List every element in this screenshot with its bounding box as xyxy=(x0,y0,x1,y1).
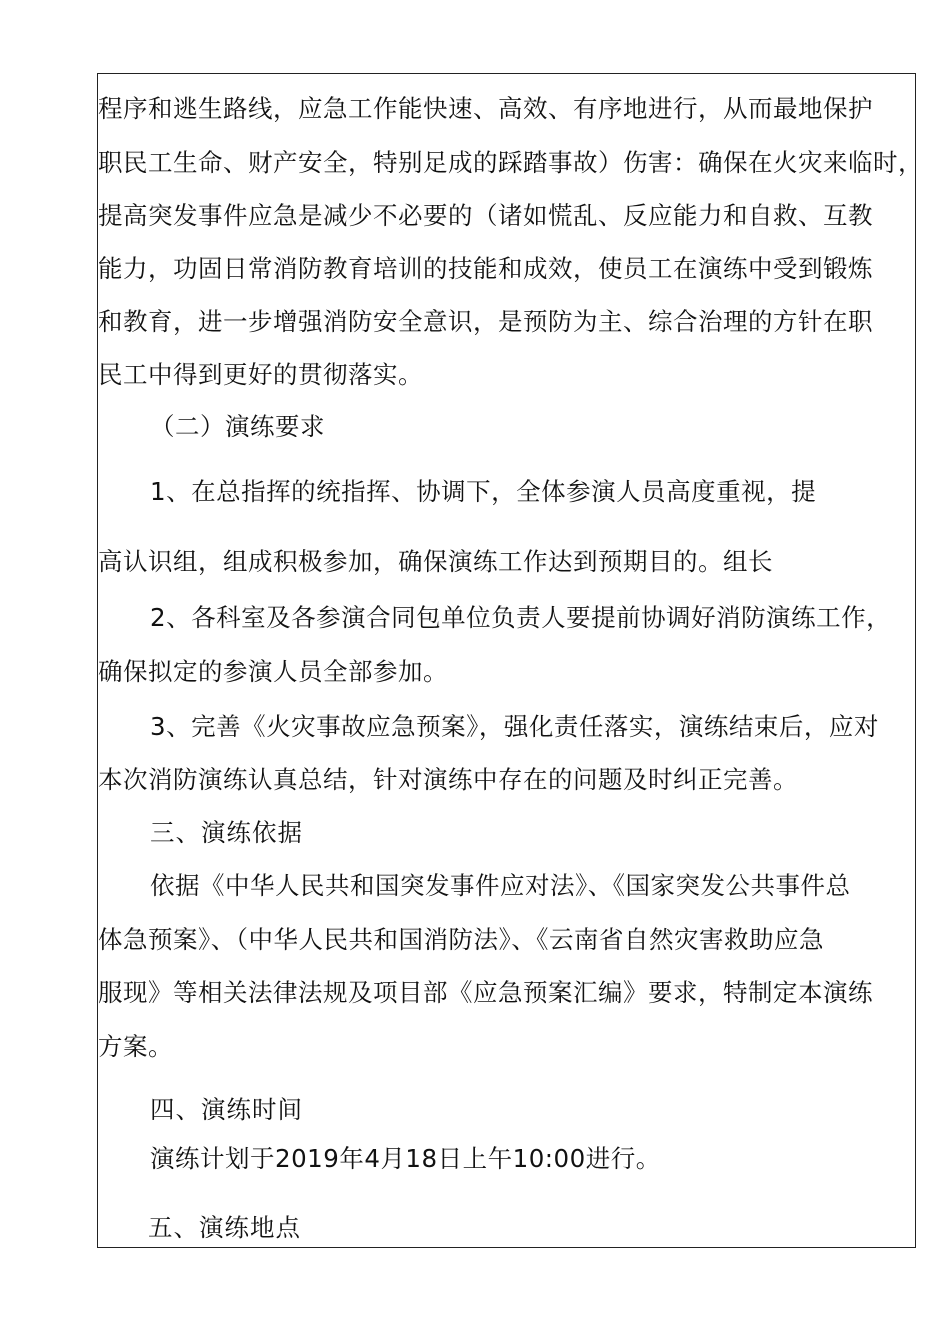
paragraph-line: 3、完善《火灾事故应急预案》，强化责任落实，演练结束后，应对 xyxy=(150,712,879,741)
paragraph-line: 演练计划于2019年4月18日上午10:00进行。 xyxy=(150,1144,661,1173)
section-heading: 三、演练依据 xyxy=(150,818,303,847)
section-heading: 四、演练时间 xyxy=(150,1095,303,1124)
paragraph-line: 高认识组，组成积极参加，确保演练工作达到预期目的。组长 xyxy=(98,547,773,576)
paragraph-line: 程序和逃生路线，应急工作能快速、高效、有序地进行，从而最地保护 xyxy=(98,94,873,123)
paragraph-line: 提高突发事件应急是减少不必要的（诸如慌乱、反应能力和自救、互教 xyxy=(98,201,873,230)
paragraph-line: 1、在总指挥的统指挥、协调下，全体参演人员高度重视，提 xyxy=(150,477,817,506)
paragraph-line: 能力，功固日常消防教育培训的技能和成效，使员工在演练中受到锻炼 xyxy=(98,254,873,283)
paragraph-line: 和教育，进一步增强消防安全意识，是预防为主、综合治理的方针在职 xyxy=(98,307,873,336)
paragraph-line: 方案。 xyxy=(98,1032,173,1061)
section-heading: 五、演练地点 xyxy=(148,1213,301,1242)
paragraph-line: 依据《中华人民共和国突发事件应对法》、《国家突发公共事件总 xyxy=(150,871,851,900)
paragraph-line: 体急预案》、（中华人民共和国消防法》、《云南省自然灾害救助应急 xyxy=(98,925,824,954)
paragraph-line: 2、各科室及各参演合同包单位负责人要提前协调好消防演练工作， xyxy=(150,603,892,632)
paragraph-line: 服现》等相关法律法规及项目部《应急预案汇编》要求，特制定本演练 xyxy=(98,978,873,1007)
paragraph-line: 确保拟定的参演人员全部参加。 xyxy=(98,657,448,686)
paragraph-line: 民工中得到更好的贯彻落实。 xyxy=(98,360,423,389)
paragraph-line: 本次消防演练认真总结，针对演练中存在的问题及时纠正完善。 xyxy=(98,765,798,794)
subsection-heading: （二）演练要求 xyxy=(150,412,325,441)
paragraph-line: 职民工生命、财产安全，特别足成的踩踏事故）伤害：确保在火灾来临时， xyxy=(98,148,923,177)
